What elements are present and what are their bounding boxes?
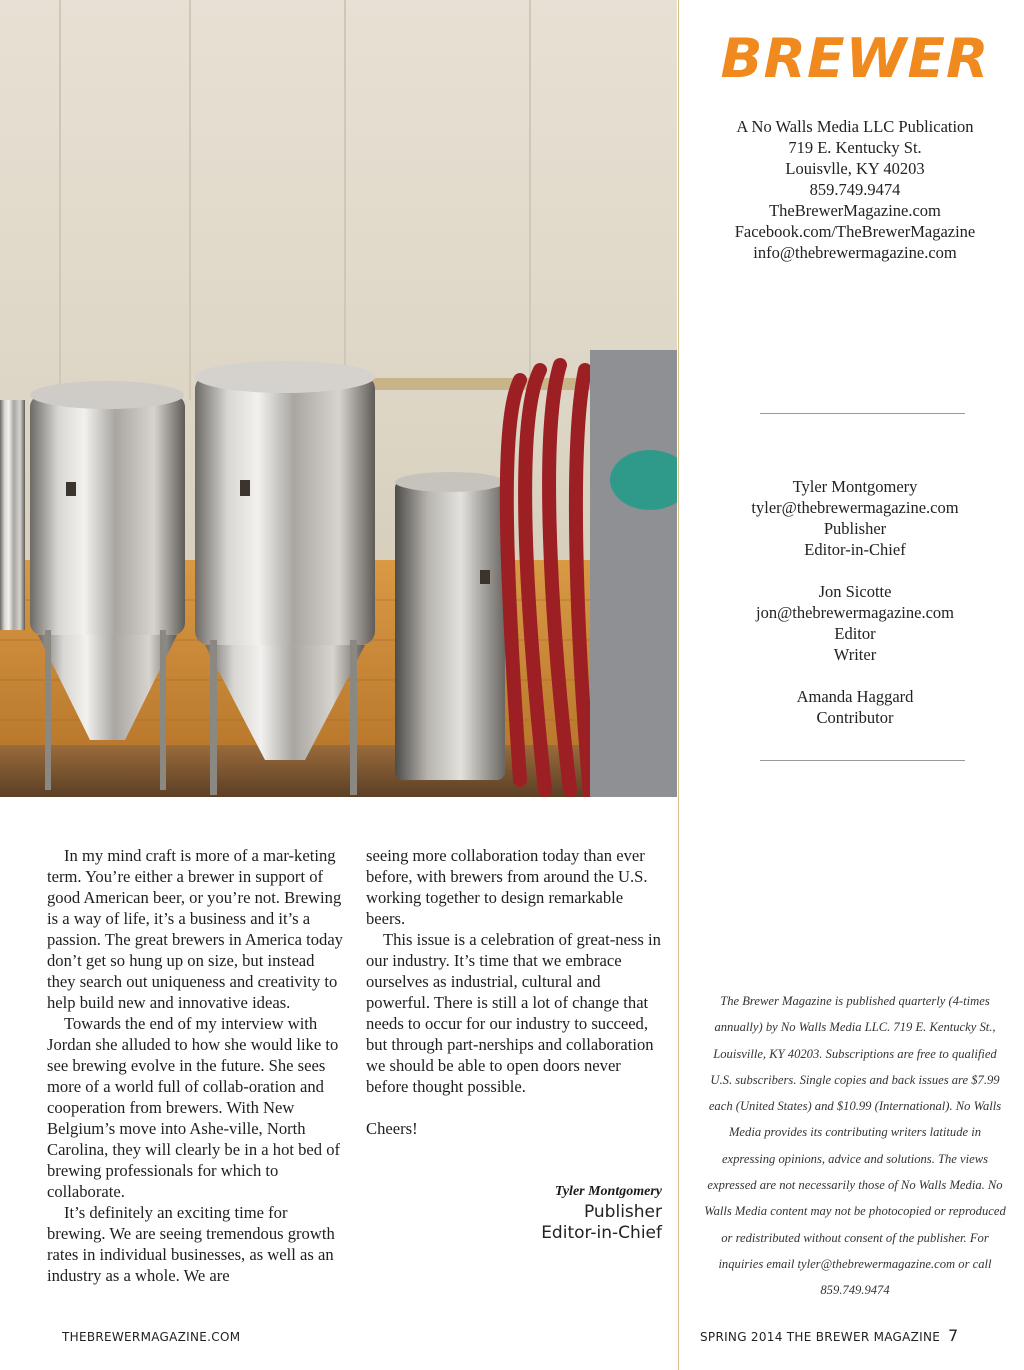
- article-paragraph: It’s definitely an exciting time for brewing. We are seeing tremendous growth rates in individual businesses, as well as an industry as a whole. We are: [47, 1203, 335, 1285]
- staff-name: Amanda Haggard: [796, 687, 914, 706]
- signature-title: Publisher: [583, 1202, 662, 1222]
- staff-list: [700, 476, 1010, 728]
- address-street: 719 E. Kentucky St.: [788, 138, 922, 157]
- divider-rule: [760, 760, 965, 761]
- address-city: Louisvlle, KY 40203: [785, 159, 925, 178]
- staff-role: Publisher: [823, 519, 887, 538]
- staff-role: Editor: [834, 624, 876, 643]
- article-paragraph: seeing more collaboration today than ever before, with brewers from around the U.S. working together to design remarkable beers.: [366, 846, 648, 928]
- email-link[interactable]: info@thebrewermagazine.com: [753, 243, 957, 262]
- staff-role: Contributor: [816, 708, 894, 727]
- signature-block: [480, 1182, 662, 1244]
- staff-name: Tyler Montgomery: [792, 477, 918, 496]
- divider-rule: [760, 413, 965, 414]
- footer-issue: SPRING 2014 THE BREWER MAGAZINE: [700, 1330, 941, 1344]
- website-link[interactable]: TheBrewerMagazine.com: [769, 201, 941, 220]
- staff-email[interactable]: jon@thebrewermagazine.com: [756, 603, 954, 622]
- staff-email[interactable]: tyler@thebrewermagazine.com: [751, 498, 959, 517]
- column-divider: [678, 0, 679, 1370]
- article-column-1: [47, 845, 347, 1286]
- article-paragraph: In my mind craft is more of a mar-keting term. You’re either a brewer in support of good American beer, or you’re not. Brewing is a way of life, it’s a business and it’s a passion. The great brewers in America today don’t get so hung up on size, but instead they search out uniqueness and creativity to help build new and innovative ideas.: [47, 846, 343, 1012]
- article-paragraph: Towards the end of my interview with Jordan she alluded to how she would like to see brewing evolve in the future. She sees more of a world full of collab-oration and cooperation from brewers. With New Belgium’s move into Ashe-ville, North Carolina, they will clearly be in a hot bed of brewing professionals for which to collaborate.: [47, 1014, 341, 1201]
- publisher-line: A No Walls Media LLC Publication: [736, 117, 974, 136]
- publication-info: [700, 116, 1010, 263]
- page-number: 7: [948, 1326, 959, 1345]
- signature: Tyler Montgomery: [554, 1184, 662, 1199]
- signature-title: Editor-in-Chief: [541, 1223, 662, 1243]
- staff-role: Writer: [833, 645, 877, 664]
- staff-name: Jon Sicotte: [818, 582, 892, 601]
- article-column-2: [366, 845, 664, 1139]
- staff-role: Editor-in-Chief: [804, 540, 906, 559]
- brewer-logo: BREWER: [720, 27, 990, 90]
- publication-disclaimer: The Brewer Magazine is published quarterly (4-times annually) by No Walls Media LLC. 719 E. Kentucky St., Louisville, KY 40203. Subscriptions are free to qualified U.S. subscribers. Single copies and back issues are $7.99 each (United States) and $10.99 (International). No Walls Media provides its contributing writers latitude in expressing opinions, advice and solutions. The views expressed are not necessarily those of No Walls Media. No Walls Media content may not be photocopied or reproduced or redistributed without consent of the publisher. For inquiries email tyler@thebrewermagazine.com or call 859.749.9474: [704, 994, 1006, 1298]
- brewery-tanks-photo: [0, 0, 677, 797]
- article-paragraph: This issue is a celebration of great-ness in our industry. It’s time that we embrace ourselves as industrial, cultural and powerful. There is still a lot of change that needs to occur for our industry to succeed, but through part-nerships and collaboration we should be able to open doors never before thought possible.: [366, 930, 661, 1096]
- masthead: [700, 28, 1010, 90]
- footer-website: THEBREWERMAGAZINE.COM: [62, 1330, 241, 1344]
- facebook-link[interactable]: Facebook.com/TheBrewerMagazine: [734, 222, 976, 241]
- phone: 859.749.9474: [809, 180, 901, 199]
- closing-line: Cheers!: [366, 1119, 418, 1138]
